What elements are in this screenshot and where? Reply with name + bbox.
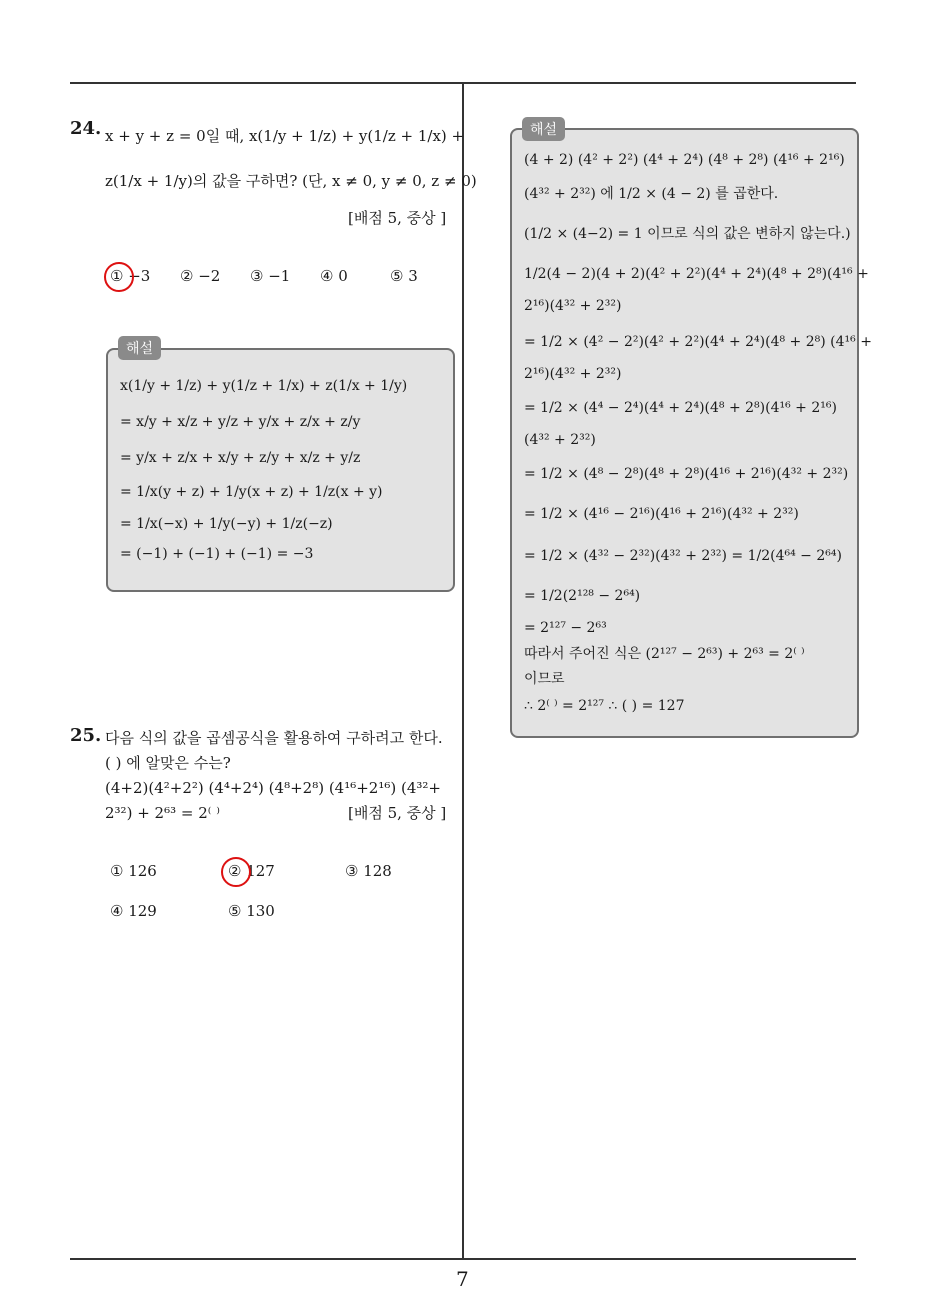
q25-solution-line-15: 따라서 주어진 식은 (2¹²⁷ − 2⁶³) + 2⁶³ = 2⁽ ⁾	[524, 646, 805, 662]
q24-choice-1[interactable]: ① −3	[110, 267, 151, 285]
q25-solution-line-8: = 1/2 × (4⁴ − 2⁴)(4⁴ + 2⁴)(4⁸ + 2⁸)(4¹⁶ + 2¹⁶)	[524, 400, 837, 416]
q25-choice-5[interactable]: ⑤ 130	[228, 902, 275, 920]
q25-solution-line-16: 이므로	[524, 671, 565, 687]
question-25-line1: 다음 식의 값을 곱셈공식을 활용하여 구하려고 한다.	[105, 729, 443, 747]
q25-answer-circle	[221, 857, 251, 887]
question-24-line2: z(1/x + 1/y)의 값을 구하면? (단, x ≠ 0, y ≠ 0, z ≠ 0)	[105, 172, 477, 190]
q24-choice-2[interactable]: ② −2	[180, 267, 221, 285]
q25-solution-line-5: 2¹⁶)(4³² + 2³²)	[524, 298, 622, 314]
q25-choice-3[interactable]: ③ 128	[345, 862, 392, 880]
q25-solution-line-1: (4 + 2) (4² + 2²) (4⁴ + 2⁴) (4⁸ + 2⁸) (4¹⁶ + 2¹⁶)	[524, 152, 845, 168]
q25-solution-line-7: 2¹⁶)(4³² + 2³²)	[524, 366, 622, 382]
q24-solution-line-2: = x/y + x/z + y/z + y/x + z/x + z/y	[120, 414, 361, 430]
question-24-points: [배점 5, 중상 ]	[348, 209, 447, 227]
q25-choice-1[interactable]: ① 126	[110, 862, 157, 880]
q25-solution-line-2: (4³² + 2³²) 에 1/2 × (4 − 2) 를 곱한다.	[524, 186, 779, 202]
q25-solution-line-14: = 2¹²⁷ − 2⁶³	[524, 620, 607, 636]
q24-solution-line-5: = 1/x(−x) + 1/y(−y) + 1/z(−z)	[120, 516, 333, 532]
q25-solution-box	[510, 128, 872, 738]
q24-choice-3[interactable]: ③ −1	[250, 267, 291, 285]
q24-choice-5[interactable]: ⑤ 3	[390, 267, 418, 285]
q25-solution-line-9: (4³² + 2³²)	[524, 432, 596, 448]
q25-solution-line-12: = 1/2 × (4³² − 2³²)(4³² + 2³²) = 1/2(4⁶⁴ − 2⁶⁴)	[524, 548, 842, 564]
question-25-line4: 2³²) + 2⁶³ = 2⁽ ⁾	[105, 804, 220, 822]
bottom-rule	[70, 1258, 856, 1260]
q24-solution-line-6: = (−1) + (−1) + (−1) = −3	[120, 546, 314, 562]
question-25-number: 25.	[70, 725, 102, 746]
q25-choice-2[interactable]: ② 127	[228, 862, 275, 880]
question-24-number: 24.	[70, 118, 102, 139]
column-divider	[462, 83, 464, 1259]
question-25-line3: (4+2)(4²+2²) (4⁴+2⁴) (4⁸+2⁸) (4¹⁶+2¹⁶) (4³²+	[105, 779, 441, 797]
q25-solution-line-17: ∴ 2⁽ ⁾ = 2¹²⁷ ∴ ( ) = 127	[524, 698, 685, 714]
q25-solution-line-6: = 1/2 × (4² − 2²)(4² + 2²)(4⁴ + 2⁴)(4⁸ + 2⁸) (4¹⁶ +	[524, 334, 872, 350]
q25-solution-line-3: (1/2 × (4−2) = 1 이므로 식의 값은 변하지 않는다.)	[524, 226, 851, 242]
q25-solution-tag: 해설	[522, 117, 565, 141]
question-25-points: [배점 5, 중상 ]	[348, 804, 447, 822]
q24-solution-line-3: = y/x + z/x + x/y + z/y + x/z + y/z	[120, 450, 361, 466]
question-24-line1: x + y + z = 0일 때, x(1/y + 1/z) + y(1/z + 1/x) +	[105, 127, 465, 145]
q25-choice-4[interactable]: ④ 129	[110, 902, 157, 920]
question-25-line2: ( ) 에 알맞은 수는?	[105, 754, 231, 772]
q25-solution-line-13: = 1/2(2¹²⁸ − 2⁶⁴)	[524, 588, 641, 604]
q25-solution-line-10: = 1/2 × (4⁸ − 2⁸)(4⁸ + 2⁸)(4¹⁶ + 2¹⁶)(4³² + 2³²)	[524, 466, 849, 482]
q25-solution-line-11: = 1/2 × (4¹⁶ − 2¹⁶)(4¹⁶ + 2¹⁶)(4³² + 2³²)	[524, 506, 799, 522]
q24-solution-line-4: = 1/x(y + z) + 1/y(x + z) + 1/z(x + y)	[120, 484, 383, 500]
page-number: 7	[456, 1267, 469, 1291]
q25-solution-line-4: 1/2(4 − 2)(4 + 2)(4² + 2²)(4⁴ + 2⁴)(4⁸ + 2⁸)(4¹⁶ +	[524, 266, 869, 282]
q24-solution-line-1: x(1/y + 1/z) + y(1/z + 1/x) + z(1/x + 1/y)	[120, 378, 408, 394]
q24-answer-circle	[104, 262, 134, 292]
q24-choice-4[interactable]: ④ 0	[320, 267, 348, 285]
q24-solution-box	[106, 348, 455, 592]
q24-solution-tag: 해설	[118, 336, 161, 360]
